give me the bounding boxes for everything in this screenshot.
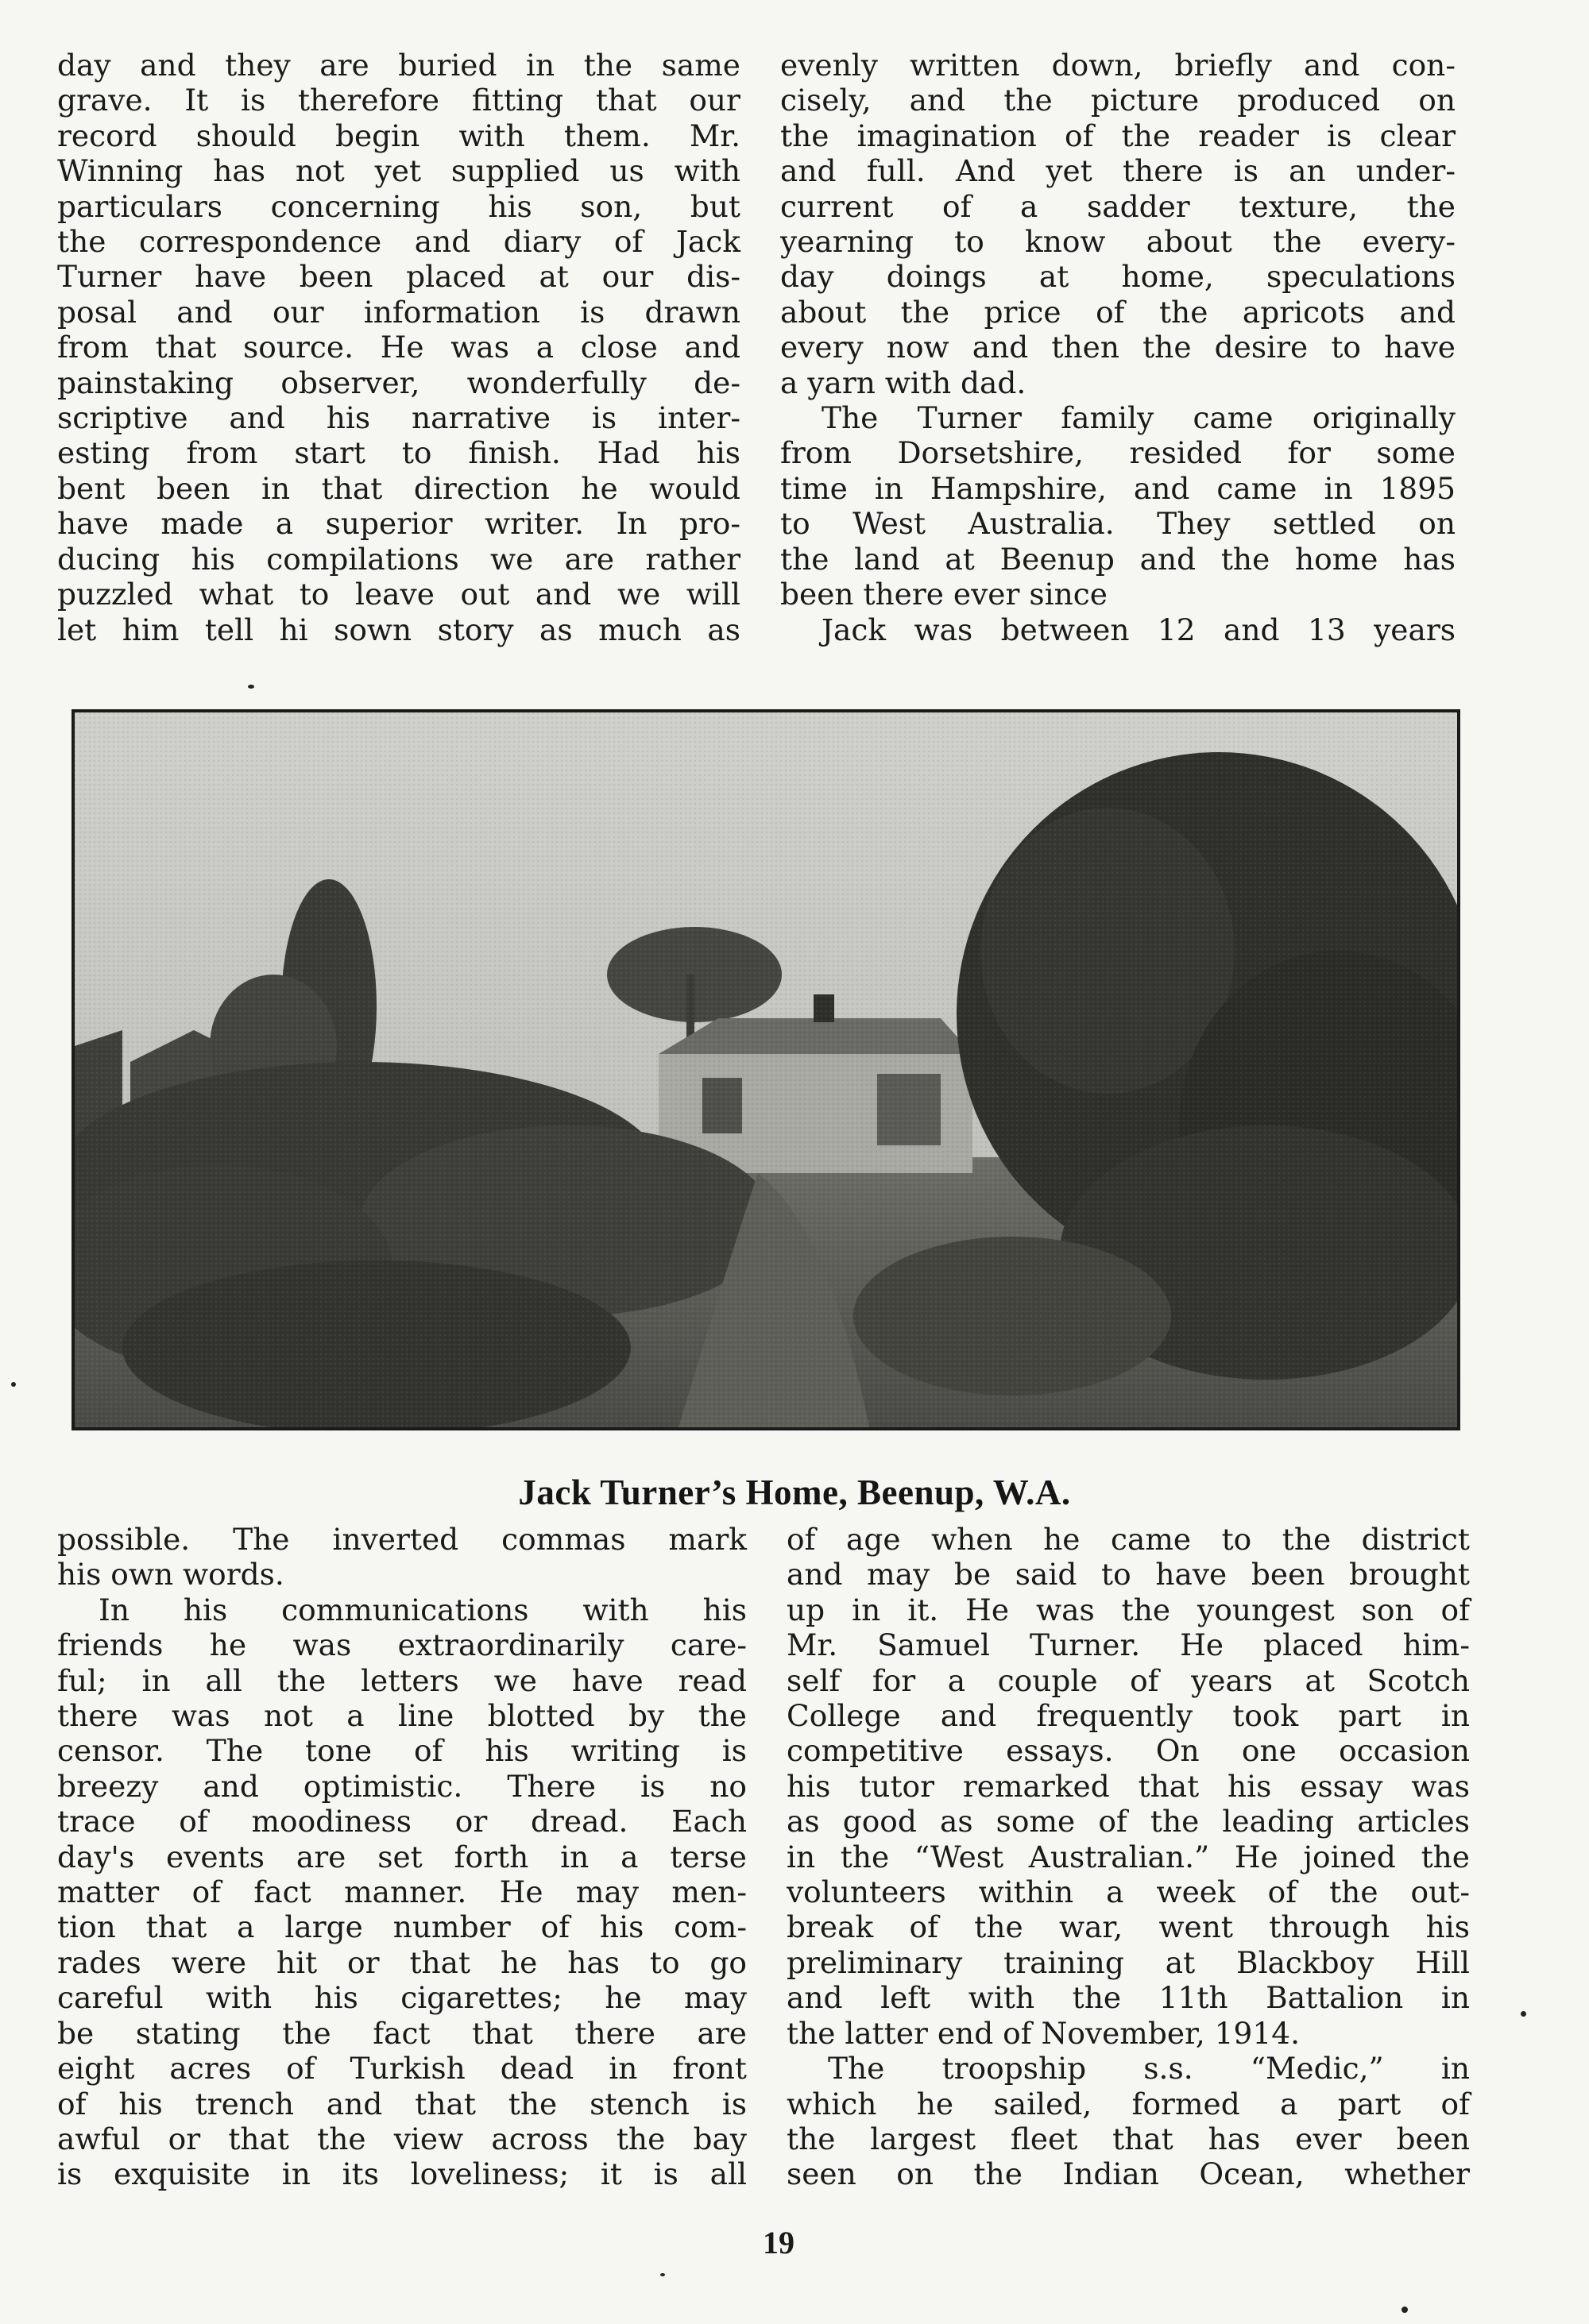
text-line: College and frequently took part in — [787, 1698, 1470, 1734]
text-line: careful with his cigarettes; he may — [57, 1980, 747, 2016]
text-line: puzzled what to leave out and we will — [57, 577, 740, 612]
photo-caption: Jack Turner’s Home, Beenup, W.A. — [518, 1473, 1071, 1512]
text-line: every now and then the desire to have — [780, 330, 1456, 365]
print-speck — [660, 2273, 665, 2276]
page-number: 19 — [763, 2225, 794, 2260]
text-line: seen on the Indian Ocean, whether — [787, 2156, 1470, 2192]
text-line: day and they are buried in the same — [57, 48, 740, 83]
text-line: to West Australia. They settled on — [780, 506, 1456, 542]
text-line: trace of moodiness or dread. Each — [57, 1804, 747, 1840]
text-line: matter of fact manner. He may men- — [57, 1874, 747, 1910]
text-line: particulars concerning his son, but — [57, 188, 740, 224]
text-line: grave. It is therefore fitting that our — [57, 83, 740, 118]
text-line: and may be said to have been brought — [787, 1557, 1470, 1592]
text-line: his own words. — [57, 1557, 284, 1592]
house-photo-image — [75, 712, 1457, 1427]
text-line: yearning to know about the every- — [780, 224, 1456, 260]
text-line: preliminary training at Blackboy Hill — [787, 1944, 1470, 1980]
text-line: day doings at home, speculations — [780, 259, 1456, 295]
print-speck — [1401, 2307, 1408, 2313]
text-line: the land at Beenup and the home has — [780, 541, 1456, 577]
text-line: been there ever since — [780, 577, 1108, 612]
text-line: ful; in all the letters we have read — [57, 1662, 747, 1698]
text-line: bent been in that direction he would — [57, 470, 740, 506]
text-line: which he sailed, formed a part of — [787, 2086, 1470, 2121]
text-line: as good as some of the leading articles — [787, 1804, 1470, 1840]
text-line: break of the war, went through his — [787, 1909, 1470, 1945]
text-line: be stating the fact that there are — [57, 2015, 747, 2051]
text-line: in the “West Australian.” He joined the — [787, 1839, 1470, 1874]
text-line: eight acres of Turkish dead in front — [57, 2051, 747, 2087]
text-line: the imagination of the reader is clear — [780, 118, 1456, 153]
text-line: censor. The tone of his writing is — [57, 1733, 747, 1769]
print-speck — [1521, 2011, 1526, 2017]
print-speck — [248, 685, 254, 689]
text-column-bottom-left — [57, 1522, 747, 2192]
text-line: volunteers within a week of the out- — [787, 1874, 1470, 1910]
text-line: Jack was between 12 and 13 years — [822, 612, 1456, 647]
text-line: competitive essays. On one occasion — [787, 1733, 1470, 1769]
text-line: of age when he came to the district — [787, 1522, 1470, 1557]
text-line: the correspondence and diary of Jack — [57, 224, 740, 260]
text-line: record should begin with them. Mr. — [57, 118, 740, 153]
text-line: awful or that the view across the bay — [57, 2121, 747, 2156]
text-line: possible. The inverted commas mark — [57, 1522, 747, 1557]
text-line: self for a couple of years at Scotch — [787, 1662, 1470, 1698]
text-line: from that source. He was a close and — [57, 330, 740, 365]
text-line: time in Hampshire, and came in 1895 — [780, 470, 1456, 506]
text-line: friends he was extraordinarily care- — [57, 1627, 747, 1663]
text-line: tion that a large number of his com- — [57, 1909, 747, 1945]
text-line: and left with the 11th Battalion in — [787, 1980, 1470, 2016]
text-line: rades were hit or that he has to go — [57, 1944, 747, 1980]
text-column-top-left — [57, 48, 740, 647]
text-line: scriptive and his narrative is inter- — [57, 400, 740, 436]
text-line: breezy and optimistic. There is no — [57, 1768, 747, 1804]
house-photograph — [72, 709, 1460, 1430]
text-line: posal and our information is drawn — [57, 294, 740, 330]
text-line: of his trench and that the stench is — [57, 2086, 747, 2121]
print-speck — [11, 1382, 16, 1387]
text-line: current of a sadder texture, the — [780, 188, 1456, 224]
text-line: cisely, and the picture produced on — [780, 83, 1456, 118]
text-column-bottom-right — [787, 1522, 1470, 2192]
text-line: day's events are set forth in a terse — [57, 1839, 747, 1874]
text-line: have made a superior writer. In pro- — [57, 506, 740, 542]
text-line: In his communications with his — [99, 1592, 747, 1627]
text-line: The Turner family came originally — [822, 400, 1456, 436]
text-line: Mr. Samuel Turner. He placed him- — [787, 1627, 1470, 1663]
text-line: the latter end of November, 1914. — [787, 2015, 1301, 2051]
text-line: and full. And yet there is an under- — [780, 153, 1456, 189]
text-line: evenly written down, briefly and con- — [780, 48, 1456, 83]
text-line: his tutor remarked that his essay was — [787, 1768, 1470, 1804]
text-line: painstaking observer, wonderfully de- — [57, 365, 740, 400]
text-line: esting from start to finish. Had his — [57, 435, 740, 471]
text-line: there was not a line blotted by the — [57, 1698, 747, 1734]
text-line: up in it. He was the youngest son of — [787, 1592, 1470, 1627]
text-line: Turner have been placed at our dis- — [57, 259, 740, 295]
text-line: the largest fleet that has ever been — [787, 2121, 1470, 2156]
text-line: let him tell hi sown story as much as — [57, 612, 740, 647]
text-column-top-right — [780, 48, 1456, 647]
text-line: is exquisite in its loveliness; it is all — [57, 2156, 747, 2192]
text-line: ducing his compilations we are rather — [57, 541, 740, 577]
text-line: about the price of the apricots and — [780, 294, 1456, 330]
text-line: from Dorsetshire, resided for some — [780, 435, 1456, 471]
text-line: The troopship s.s. “Medic,” in — [828, 2051, 1470, 2087]
text-line: a yarn with dad. — [780, 365, 1026, 400]
text-line: Winning has not yet supplied us with — [57, 153, 740, 189]
